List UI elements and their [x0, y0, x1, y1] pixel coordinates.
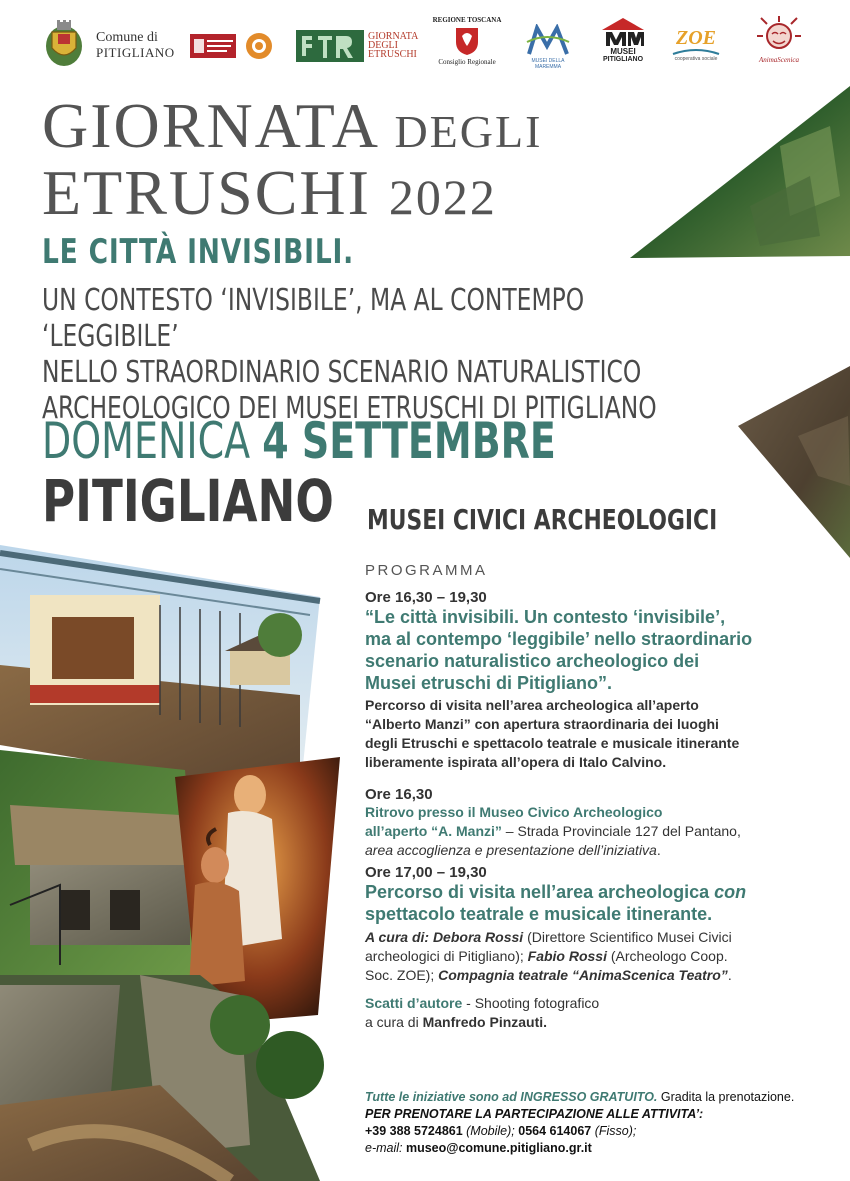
- event-date: [42, 412, 556, 470]
- credit1-role2: archeologici di Pitigliano);: [365, 948, 528, 964]
- program-meeting-road: – Strada Provinciale 127 del Pantano,: [501, 823, 741, 839]
- musei-maremma-logo: [518, 24, 578, 70]
- animascenica-mask-icon: [757, 16, 801, 56]
- title-degli: DEGLI: [394, 106, 543, 157]
- credit-animascenica: Compagnia teatrale “AnimaScenica Teatro”: [438, 967, 728, 983]
- credit1-role: (Direttore Scientifico Musei Civici: [523, 929, 732, 945]
- booking-line1: [365, 1089, 825, 1106]
- regione-line2: Consiglio Regionale: [438, 58, 496, 66]
- program-time-1: Ore 16,30 – 19,30: [365, 589, 487, 606]
- logo-strip: [40, 12, 820, 82]
- credit-fabio-rossi: Fabio Rossi: [527, 948, 607, 964]
- scatti-photographer: Manfredo Pinzauti.: [422, 1014, 548, 1030]
- program-title3-c: spettacolo teatrale e musicale itinerante.: [365, 904, 713, 924]
- ruins-photo: [0, 750, 200, 985]
- musei-pitigliano-logo: [596, 18, 650, 64]
- booking-email: [365, 1140, 825, 1157]
- title-line1: [42, 90, 543, 162]
- musei-pitigliano-mark-icon: [600, 18, 646, 48]
- comune-name-label: PITIGLIANO: [96, 45, 175, 60]
- event-venue: MUSEI CIVICI ARCHEOLOGICI: [367, 503, 718, 536]
- regione-shield-icon: [454, 26, 480, 56]
- booking-info: [365, 1089, 825, 1157]
- event-place: PITIGLIANO: [42, 467, 334, 535]
- title-giornata: GIORNATA: [42, 90, 377, 161]
- musei-logo-line1: MUSEI: [610, 47, 636, 56]
- scatti-rest: - Shooting fotografico: [462, 995, 600, 1011]
- program-meeting-venue: all’aperto “A. Manzi”: [365, 823, 502, 839]
- program-title-1: [365, 606, 825, 694]
- maremma-m-icon: [525, 24, 571, 58]
- scatti-line2-a: a cura di: [365, 1014, 423, 1030]
- subtitle: LE CITTÀ INVISIBILI.: [42, 232, 355, 272]
- animascenica-caption: AnimaScenica: [758, 56, 800, 64]
- zoe-wordmark: ZOE: [676, 27, 716, 49]
- credits-label: A cura di:: [365, 929, 433, 945]
- zoe-logo: [666, 28, 726, 62]
- program-meeting-title: Ritrovo presso il Museo Civico Archeologico: [365, 804, 663, 820]
- program-title3-a: Percorso di visita nell’area archeologica: [365, 882, 715, 902]
- title-etruschi: ETRUSCHI: [42, 157, 371, 228]
- giornata-logo-text: [368, 32, 418, 59]
- comune-name: [96, 30, 175, 60]
- title-year: 2022: [388, 169, 497, 225]
- animascenica-logo: [746, 16, 812, 64]
- program-section: [365, 562, 825, 1032]
- regione-line1: REGIONE TOSCANA: [432, 16, 502, 24]
- program-meeting-italic: area accoglienza e presentazione dell’iniziativa: [365, 842, 657, 858]
- credit2-role2: Soc. ZOE);: [365, 967, 439, 983]
- maremma-caption: MUSEI DELLA MAREMMA: [531, 58, 565, 70]
- phone-landline[interactable]: 0564 614067: [518, 1124, 592, 1138]
- date-day-month: 4 SETTEMBRE: [262, 412, 556, 470]
- rock-photo-shard: [738, 366, 850, 558]
- description-line: UN CONTESTO ‘INVISIBILE’, MA AL CONTEMPO ‘LEGGIBILE’: [42, 283, 585, 354]
- booking-heading: PER PRENOTARE LA PARTECIPAZIONE ALLE ATTIVITA’:: [365, 1107, 704, 1121]
- program-body-1: [365, 696, 825, 772]
- free-entry-note: Tutte le iniziative sono ad INGRESSO GRATUITO.: [365, 1090, 658, 1104]
- regione-toscana-logo: [432, 16, 502, 66]
- program-title-line: ma al contempo ‘leggibile’ nello straordinario: [365, 629, 753, 649]
- giornata-logo-line: GIORNATA: [368, 31, 419, 42]
- phone-mobile-label: (Mobile);: [462, 1124, 519, 1138]
- program-heading: PROGRAMMA: [365, 562, 488, 579]
- program-meeting-note: [365, 841, 825, 860]
- description-line: ARCHEOLOGICO DEI MUSEI ETRUSCHI DI PITIGLIANO: [42, 391, 657, 426]
- description: [42, 283, 713, 427]
- program-body-line: Percorso di visita nell’area archeologica all’aperto: [365, 697, 699, 713]
- round-emblem-icon: [245, 32, 273, 60]
- program-title-line: scenario naturalistico archeologico dei: [365, 651, 700, 671]
- forest-photo-shard: [630, 86, 850, 261]
- program-body-line: liberamente ispirata all’opera di Italo Calvino.: [365, 754, 667, 770]
- giornata-logo-line: DEGLI: [368, 40, 398, 51]
- program-meeting-end: .: [656, 842, 661, 858]
- event-title: [42, 90, 543, 228]
- description-line: NELLO STRAORDINARIO SCENARIO NATURALISTICO: [42, 355, 642, 390]
- giornata-etruschi-logo-icon: [296, 30, 364, 62]
- credit3-end: .: [727, 967, 732, 983]
- credit2-role: (Archeologo Coop.: [607, 948, 728, 964]
- email-label: e-mail:: [365, 1141, 406, 1155]
- zoe-swoosh-icon: [671, 48, 721, 56]
- title-line2: [42, 157, 542, 228]
- program-photo-credit: [365, 994, 825, 1032]
- borghi-italia-logo-icon: [190, 34, 236, 58]
- giornata-logo-line: ETRUSCHI: [368, 49, 417, 60]
- comune-prefix: Comune di: [96, 30, 158, 45]
- phone-mobile[interactable]: +39 388 5724861: [365, 1124, 463, 1138]
- program-title3-b: con: [714, 882, 747, 902]
- musei-logo-line2: PITIGLIANO: [602, 56, 644, 63]
- phone-landline-label: (Fisso);: [591, 1124, 637, 1138]
- program-title-3: [365, 881, 825, 903]
- booking-suggestion: Gradita la prenotazione.: [657, 1090, 795, 1104]
- program-time-3: Ore 17,00 – 19,30: [365, 864, 487, 881]
- program-body-line: “Alberto Manzi” con apertura straordinaria dei luoghi: [365, 716, 719, 732]
- program-body-line: degli Etruschi e spettacolo teatrale e musicale itinerante: [365, 735, 740, 751]
- booking-phones: [365, 1123, 825, 1140]
- email-link[interactable]: museo@comune.pitigliano.gr.it: [405, 1141, 592, 1155]
- scatti-label: Scatti d’autore: [365, 995, 463, 1011]
- comune-crest-icon: [44, 18, 84, 68]
- photo-collage: [0, 545, 345, 1181]
- date-day: DOMENICA: [42, 412, 251, 470]
- program-time-2: Ore 16,30: [365, 786, 433, 803]
- program-meeting-address: [365, 822, 825, 841]
- zoe-caption: cooperativa sociale: [674, 56, 718, 62]
- program-title-line: Musei etruschi di Pitigliano”.: [365, 673, 613, 693]
- credit-debora-rossi: Debora Rossi: [432, 929, 524, 945]
- program-title-line: “Le città invisibili. Un contesto ‘invisibile’,: [365, 607, 726, 627]
- program-credits: [365, 928, 825, 985]
